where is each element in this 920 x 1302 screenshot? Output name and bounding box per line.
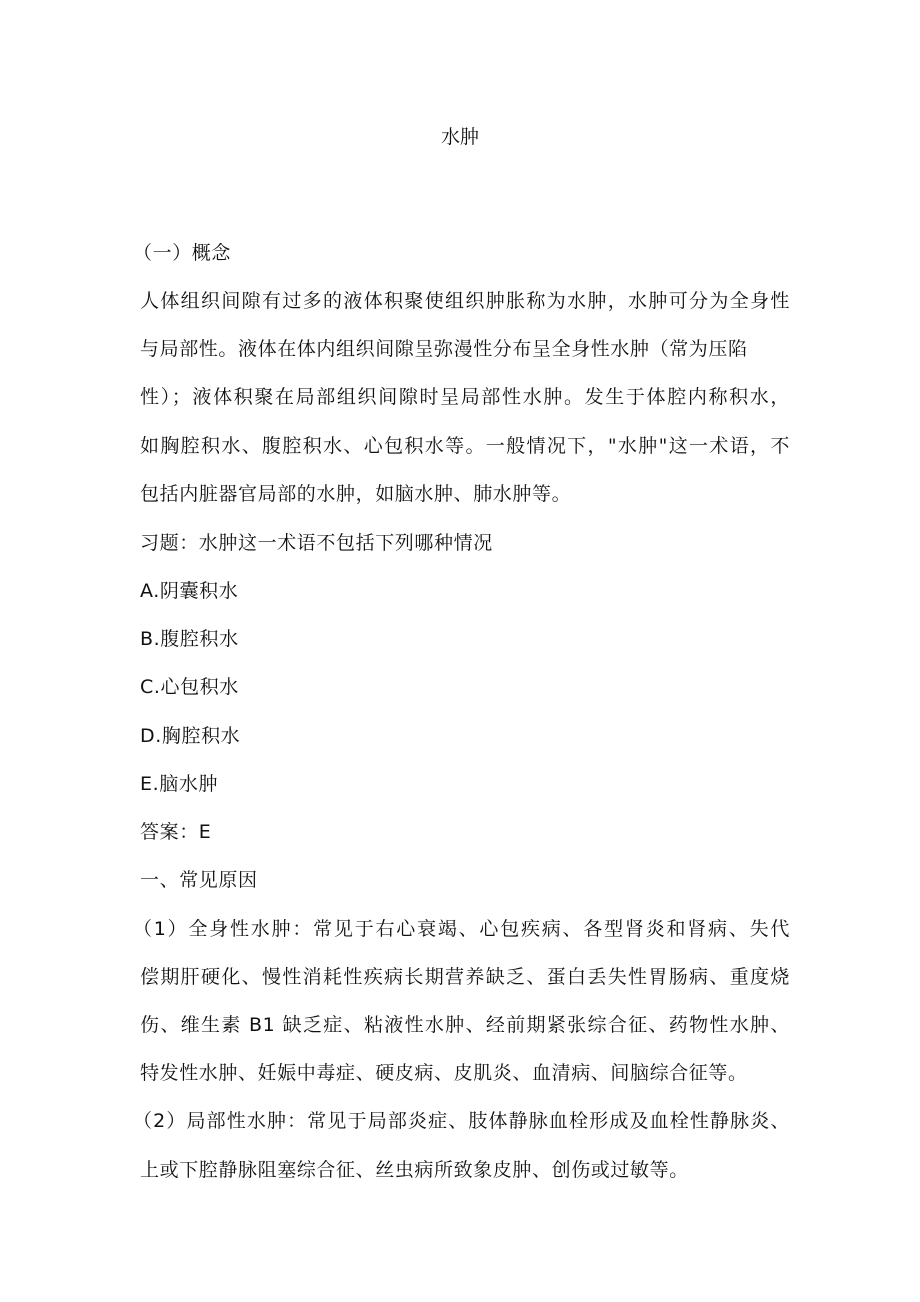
exercise-option-e: E.脑水肿 <box>140 773 219 795</box>
exercise-answer: 答案：E <box>140 821 212 843</box>
causes-line: （1）全身性水肿：常见于右心衰竭、心包疾病、各型肾炎和肾病、失代 <box>133 918 790 940</box>
exercise-option-d: D.胸腔积水 <box>140 725 241 747</box>
causes-line: 上或下腔静脉阻塞综合征、丝虫病所致象皮肿、创伤或过敏等。 <box>140 1159 689 1181</box>
exercise-question: 习题：水肿这一术语不包括下列哪种情况 <box>140 532 493 554</box>
concept-line: 与局部性。液体在体内组织间隙呈弥漫性分布呈全身性水肿（常为压陷 <box>140 338 748 360</box>
causes-line: 特发性水肿、妊娠中毒症、硬皮病、皮肌炎、血清病、间脑综合征等。 <box>140 1062 748 1084</box>
exercise-option-c: C.心包积水 <box>140 676 239 698</box>
exercise-option-b: B.腹腔积水 <box>140 628 239 650</box>
causes-line: （2）局部性水肿：常见于局部炎症、肢体静脉血栓形成及血栓性静脉炎、 <box>133 1110 790 1132</box>
concept-line: 性）；液体积聚在局部组织间隙时呈局部性水肿。发生于体腔内称积水， <box>140 386 790 408</box>
causes-line: 伤、维生素 B1 缺乏症、粘液性水肿、经前期紧张综合征、药物性水肿、 <box>140 1014 790 1036</box>
document-title: 水肿 <box>440 126 479 148</box>
causes-line: 偿期肝硬化、慢性消耗性疾病长期营养缺乏、蛋白丢失性胃肠病、重度烧 <box>140 966 790 988</box>
concept-line: 人体组织间隙有过多的液体积聚使组织肿胀称为水肿，水肿可分为全身性 <box>140 290 790 312</box>
concept-line: 包括内脏器官局部的水肿，如脑水肿、肺水肿等。 <box>140 483 572 505</box>
exercise-option-a: A.阴囊积水 <box>140 580 239 602</box>
concept-line: 如胸腔积水、腹腔积水、心包积水等。一般情况下，"水肿"这一术语，不 <box>140 435 790 457</box>
section-heading-causes: 一、常见原因 <box>140 869 258 891</box>
section-heading-concept: （一）概念 <box>133 242 232 264</box>
